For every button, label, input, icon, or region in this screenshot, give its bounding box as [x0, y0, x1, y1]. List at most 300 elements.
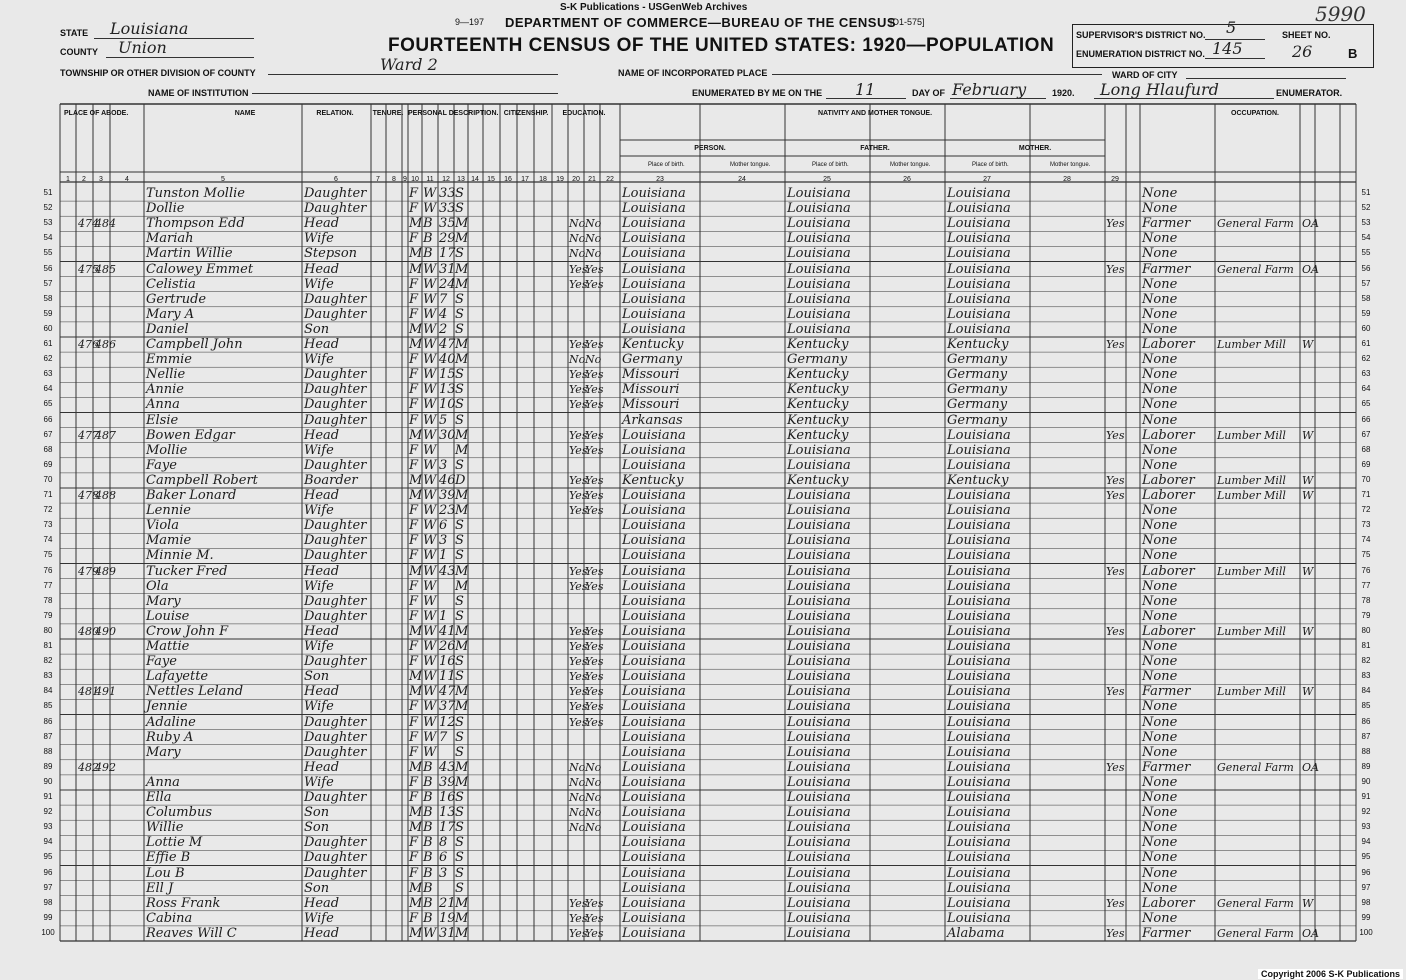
line-number: 75: [43, 550, 53, 560]
marital-status-cell: M: [455, 427, 469, 443]
marital-status-cell: S: [455, 820, 464, 836]
occupation-cell: None: [1142, 548, 1178, 564]
birthplace-cell: Louisiana: [622, 865, 686, 881]
year-label: 1920.: [1052, 88, 1075, 98]
line-number: 91: [43, 792, 53, 801]
marital-status-cell: S: [455, 186, 464, 201]
person-name: Mariah: [146, 231, 194, 247]
mother-birthplace-cell: Alabama: [947, 925, 1005, 941]
can-write-cell: Yes: [585, 489, 604, 502]
relation-cell: Daughter: [304, 201, 367, 217]
occupation-cell: None: [1142, 835, 1178, 851]
race-cell: B: [423, 835, 433, 851]
line-number: 81: [43, 641, 53, 650]
occupation-cell: None: [1142, 820, 1178, 836]
age-cell: 3: [439, 865, 448, 881]
marital-status-cell: S: [455, 790, 464, 805]
mother-birthplace-cell: Louisiana: [947, 729, 1011, 745]
speaks-english-cell: Yes: [1106, 217, 1125, 231]
occupation-cell: None: [1142, 186, 1178, 201]
marital-status-cell: M: [455, 925, 469, 941]
column-number: 26: [903, 176, 911, 183]
ward-underline: [1186, 78, 1346, 79]
supervisor-value: 5: [1226, 18, 1237, 37]
person-name: Lennie: [146, 503, 191, 519]
birthplace-cell: Louisiana: [622, 925, 686, 941]
person-name: Louise: [146, 608, 190, 624]
sex-cell: F: [409, 231, 419, 247]
relation-cell: Head: [304, 623, 340, 639]
race-cell: B: [423, 790, 433, 805]
can-read-cell: No: [569, 247, 586, 261]
father-birthplace-cell: Louisiana: [787, 488, 851, 503]
father-birthplace-cell: Louisiana: [787, 503, 851, 519]
birthplace-cell: Missouri: [622, 367, 680, 383]
age-cell: 47: [439, 337, 456, 352]
birthplace-cell: Louisiana: [622, 880, 686, 896]
occupation-cell: None: [1142, 397, 1178, 413]
line-number: 87: [43, 731, 53, 741]
can-read-cell: No: [569, 821, 586, 835]
marital-status-cell: M: [455, 623, 469, 639]
relation-cell: Daughter: [304, 729, 367, 745]
column-number: 8: [392, 176, 396, 183]
occupation-cell: None: [1142, 850, 1178, 866]
person-name: Lou B: [146, 865, 185, 881]
birthplace-cell: Louisiana: [622, 261, 686, 277]
line-number-right: 69: [1361, 459, 1371, 469]
age-cell: 6: [439, 850, 448, 866]
line-number: 99: [43, 912, 53, 922]
occupation-cell: Laborer: [1142, 563, 1195, 579]
occupation-cell: None: [1142, 699, 1178, 715]
dwelling-number: 480: [78, 624, 99, 638]
age-cell: 7: [439, 291, 448, 307]
relation-cell: Wife: [304, 442, 334, 458]
age-cell: 17: [439, 246, 456, 262]
person-name: Bowen Edgar: [146, 427, 235, 443]
mother-birthplace-cell: Louisiana: [947, 442, 1011, 458]
can-write-cell: Yes: [585, 715, 604, 729]
father-birthplace-cell: Louisiana: [787, 623, 851, 639]
relation-cell: Daughter: [304, 850, 367, 866]
father-birthplace-cell: Louisiana: [787, 246, 851, 262]
age-cell: 4: [439, 306, 448, 322]
relation-cell: Wife: [304, 910, 334, 926]
mother-birthplace-cell: Louisiana: [947, 186, 1011, 201]
age-cell: 19: [439, 910, 456, 926]
person-name: Columbus: [146, 805, 212, 821]
column-number: 20: [572, 176, 580, 183]
person-name: Baker Lonard: [146, 488, 237, 503]
mother-birthplace-cell: Louisiana: [947, 291, 1011, 307]
department-title: DEPARTMENT OF COMMERCE—BUREAU OF THE CENSUS: [505, 15, 897, 30]
township-underline: [268, 74, 558, 75]
race-cell: B: [423, 880, 433, 896]
sex-cell: F: [409, 699, 419, 715]
family-number: [95, 925, 111, 942]
sex-cell: F: [409, 186, 419, 201]
can-write-cell: Yes: [585, 700, 604, 714]
relation-cell: Daughter: [304, 306, 367, 322]
occupation-cell: None: [1142, 246, 1178, 262]
mother-birthplace-cell: Louisiana: [947, 910, 1011, 926]
line-number-right: 56: [1361, 263, 1371, 273]
person-name: Viola: [146, 518, 180, 534]
age-cell: 6: [439, 518, 448, 534]
birthplace-cell: Louisiana: [622, 759, 686, 775]
can-write-cell: Yes: [585, 443, 604, 457]
occupation-cell: None: [1142, 880, 1178, 896]
sex-cell: F: [409, 397, 419, 413]
marital-status-cell: S: [455, 865, 464, 881]
father-birthplace-cell: Louisiana: [787, 910, 851, 926]
column-number: 10: [411, 176, 419, 183]
form-number: 9—197: [455, 17, 485, 27]
birthplace-cell: Louisiana: [622, 442, 686, 458]
line-number: 94: [43, 837, 53, 847]
father-birthplace-cell: Kentucky: [787, 472, 849, 488]
relation-cell: Wife: [304, 352, 334, 368]
person-name: Lottie M: [146, 835, 203, 851]
occupation-cell: None: [1142, 367, 1178, 383]
occupation-cell: None: [1142, 774, 1178, 790]
mother-birthplace-cell: Louisiana: [947, 654, 1011, 670]
township-label: TOWNSHIP OR OTHER DIVISION OF COUNTY: [60, 68, 256, 78]
birthplace-cell: Louisiana: [622, 578, 686, 594]
speaks-english-cell: Yes: [1106, 896, 1125, 910]
series-code: [D1-575]: [890, 17, 925, 27]
line-number-right: 81: [1361, 641, 1371, 650]
relation-cell: Head: [304, 684, 340, 700]
father-birthplace-cell: Louisiana: [787, 759, 851, 775]
occupation-cell: None: [1142, 744, 1178, 760]
line-number-right: 79: [1361, 610, 1371, 620]
birthplace-cell: Louisiana: [622, 518, 686, 534]
age-cell: 37: [439, 699, 456, 715]
father-birthplace-cell: Germany: [787, 352, 848, 368]
enumerated-day: 11: [855, 80, 876, 99]
marital-status-cell: S: [455, 835, 464, 851]
race-cell: W: [423, 276, 437, 292]
birthplace-cell: Louisiana: [622, 850, 686, 866]
race-cell: W: [423, 684, 437, 700]
relation-cell: Son: [304, 820, 330, 836]
line-number-right: 99: [1361, 912, 1371, 922]
race-cell: W: [423, 306, 437, 322]
can-read-cell: No: [569, 760, 586, 774]
can-read-cell: Yes: [569, 428, 588, 442]
line-number: 74: [43, 535, 53, 545]
birthplace-cell: Louisiana: [622, 623, 686, 639]
relation-cell: Daughter: [304, 367, 367, 383]
supervisor-label: SUPERVISOR'S DISTRICT NO.: [1076, 30, 1206, 40]
marital-status-cell: S: [455, 669, 464, 685]
col-group-tenure: TENURE.: [372, 110, 404, 117]
person-name: Cabina: [146, 910, 193, 926]
age-cell: 40: [439, 352, 456, 368]
father-birthplace-cell: Louisiana: [787, 790, 851, 805]
marital-status-cell: S: [455, 744, 464, 760]
column-number: 7: [376, 176, 380, 183]
line-number: 62: [43, 354, 53, 364]
line-number-right: 51: [1361, 188, 1371, 197]
father-birthplace-cell: Louisiana: [787, 457, 851, 473]
dwelling-number: 477: [78, 428, 99, 442]
column-number: 11: [426, 176, 434, 183]
line-number-right: 54: [1361, 233, 1371, 243]
archive-banner: S-K Publications - USGenWeb Archives: [560, 2, 748, 13]
race-cell: B: [423, 805, 433, 821]
marital-status-cell: S: [455, 805, 464, 821]
line-number: 51: [43, 188, 53, 197]
column-number: 17: [521, 176, 529, 183]
marital-status-cell: S: [455, 382, 464, 398]
birthplace-cell: Louisiana: [622, 246, 686, 262]
sex-cell: F: [409, 548, 419, 564]
occupation-cell: None: [1142, 578, 1178, 594]
can-read-cell: Yes: [569, 262, 588, 276]
occupation-cell: Laborer: [1142, 472, 1195, 488]
sex-cell: M: [409, 563, 423, 579]
race-cell: W: [423, 337, 437, 352]
birthplace-cell: Louisiana: [622, 533, 686, 549]
race-cell: W: [423, 669, 437, 685]
birthplace-cell: Louisiana: [622, 895, 686, 911]
can-write-cell: Yes: [585, 926, 604, 940]
speaks-english-cell: Yes: [1106, 428, 1125, 442]
can-read-cell: Yes: [569, 564, 588, 578]
col-group-relation: RELATION.: [316, 110, 354, 117]
sex-cell: M: [409, 261, 423, 277]
father-birthplace-cell: Kentucky: [787, 397, 849, 413]
occupation-cell: None: [1142, 457, 1178, 473]
occupation-cell: None: [1142, 714, 1178, 730]
col-group-person: PERSON.: [694, 145, 726, 152]
relation-cell: Head: [304, 925, 340, 941]
mother-birthplace-cell: Louisiana: [947, 744, 1011, 760]
column-number: 14: [471, 176, 479, 183]
line-number-right: 70: [1361, 474, 1371, 484]
institution-label: NAME OF INSTITUTION: [148, 88, 249, 98]
race-cell: W: [423, 639, 437, 654]
can-read-cell: Yes: [569, 926, 588, 940]
line-number-right: 65: [1361, 399, 1371, 409]
can-read-cell: Yes: [569, 655, 588, 669]
person-name: Campbell Robert: [146, 472, 258, 488]
person-name: Ella: [146, 790, 172, 805]
age-cell: 47: [439, 684, 456, 700]
birthplace-cell: Kentucky: [622, 337, 684, 352]
relation-cell: Daughter: [304, 457, 367, 473]
race-cell: W: [423, 518, 437, 534]
speaks-english-cell: Yes: [1106, 473, 1125, 487]
occupation-cell: Laborer: [1142, 623, 1195, 639]
mother-birthplace-cell: Louisiana: [947, 684, 1011, 700]
can-read-cell: Yes: [569, 715, 588, 729]
relation-cell: Daughter: [304, 744, 367, 760]
race-cell: W: [423, 548, 437, 564]
relation-cell: Wife: [304, 639, 334, 654]
occupation-cell: Laborer: [1142, 427, 1195, 443]
marital-status-cell: S: [455, 291, 464, 307]
can-read-cell: No: [569, 806, 586, 820]
industry-cell: General Farm: [1217, 926, 1294, 940]
birthplace-cell: Louisiana: [622, 488, 686, 503]
birthplace-cell: Louisiana: [622, 231, 686, 247]
line-number-right: 73: [1361, 520, 1371, 530]
age-cell: 13: [439, 382, 456, 398]
age-cell: 41: [439, 623, 456, 639]
occupation-cell: Laborer: [1142, 895, 1195, 911]
mother-birthplace-cell: Louisiana: [947, 563, 1011, 579]
marital-status-cell: M: [455, 910, 469, 926]
sex-cell: M: [409, 880, 423, 896]
sex-cell: F: [409, 593, 419, 609]
birthplace-cell: Louisiana: [622, 186, 686, 201]
line-number: 70: [43, 474, 53, 484]
relation-cell: Son: [304, 880, 330, 896]
sex-cell: M: [409, 488, 423, 503]
family-number: 491: [95, 685, 116, 699]
mother-birthplace-heading: Place of birth.: [972, 162, 1009, 168]
column-number: 29: [1111, 176, 1119, 183]
ward-label: WARD OF CITY: [1112, 70, 1178, 80]
father-birthplace-cell: Louisiana: [787, 321, 851, 337]
race-cell: B: [423, 910, 433, 926]
speaks-english-cell: Yes: [1106, 685, 1125, 699]
father-birthplace-cell: Louisiana: [787, 186, 851, 201]
birthplace-cell: Germany: [622, 352, 683, 368]
father-birthplace-cell: Louisiana: [787, 231, 851, 247]
occupation-cell: None: [1142, 593, 1178, 609]
race-cell: W: [423, 291, 437, 307]
mother-birthplace-cell: Germany: [947, 382, 1008, 398]
relation-cell: Head: [304, 759, 340, 775]
occupation-cell: None: [1142, 442, 1178, 458]
sex-cell: F: [409, 503, 419, 519]
marital-status-cell: S: [455, 714, 464, 730]
age-cell: 46: [439, 472, 456, 488]
incorporated-place-label: NAME OF INCORPORATED PLACE: [618, 68, 768, 78]
birthplace-cell: Louisiana: [622, 790, 686, 805]
age-cell: 23: [439, 503, 456, 519]
birthplace-cell: Louisiana: [622, 639, 686, 654]
person-name: Nellie: [146, 367, 186, 383]
birthplace-cell: Louisiana: [622, 820, 686, 836]
father-birthplace-cell: Kentucky: [787, 367, 849, 383]
family-number: 484: [95, 217, 116, 231]
enumeration-value: 145: [1212, 39, 1243, 58]
can-write-cell: Yes: [585, 911, 604, 925]
race-cell: W: [423, 654, 437, 670]
col-group-occupation: OCCUPATION.: [1231, 110, 1279, 117]
mother-birthplace-cell: Louisiana: [947, 427, 1011, 443]
mother-birthplace-cell: Louisiana: [947, 805, 1011, 821]
birthplace-cell: Louisiana: [622, 684, 686, 700]
can-write-cell: No: [585, 247, 602, 261]
line-number-right: 61: [1361, 339, 1371, 348]
father-birthplace-cell: Kentucky: [787, 412, 849, 428]
class-of-worker-cell: W: [1302, 685, 1314, 699]
sex-cell: M: [409, 805, 423, 821]
age-cell: 8: [439, 835, 448, 851]
line-number: 73: [43, 520, 53, 530]
marital-status-cell: M: [455, 578, 469, 594]
sex-cell: M: [409, 321, 423, 337]
class-of-worker-cell: OA: [1302, 926, 1319, 940]
occupation-cell: None: [1142, 805, 1178, 821]
age-cell: 43: [439, 563, 456, 579]
line-number: 100: [41, 927, 55, 937]
industry-cell: Lumber Mill: [1217, 685, 1286, 699]
can-write-cell: Yes: [585, 670, 604, 684]
col-group-name: NAME: [234, 110, 256, 117]
marital-status-cell: M: [455, 563, 469, 579]
mother-birthplace-cell: Louisiana: [947, 759, 1011, 775]
family-number: 487: [95, 428, 116, 442]
sex-cell: M: [409, 669, 423, 685]
relation-cell: Daughter: [304, 533, 367, 549]
sex-cell: M: [409, 895, 423, 911]
marital-status-cell: M: [455, 639, 469, 654]
occupation-cell: None: [1142, 321, 1178, 337]
person-name: Celistia: [146, 276, 196, 292]
sheet-side: B: [1348, 46, 1358, 61]
line-number: 59: [43, 308, 53, 318]
can-write-cell: No: [585, 353, 602, 367]
line-number-right: 63: [1361, 369, 1371, 379]
person-name: Thompson Edd: [146, 216, 245, 232]
birthplace-cell: Kentucky: [622, 472, 684, 488]
person-name: Anna: [146, 774, 180, 790]
marital-status-cell: M: [455, 774, 469, 790]
father-birthplace-cell: Louisiana: [787, 578, 851, 594]
industry-cell: General Farm: [1217, 760, 1294, 774]
family-number: 488: [95, 489, 116, 502]
can-read-cell: No: [569, 232, 586, 246]
marital-status-cell: M: [455, 699, 469, 715]
line-number: 90: [43, 776, 53, 786]
line-number-right: 85: [1361, 701, 1371, 711]
mother-birthplace-cell: Louisiana: [947, 593, 1011, 609]
marital-status-cell: S: [455, 850, 464, 866]
relation-cell: Daughter: [304, 397, 367, 413]
speaks-english-cell: Yes: [1106, 338, 1125, 351]
birthplace-cell: Louisiana: [622, 563, 686, 579]
occupation-cell: None: [1142, 910, 1178, 926]
enumerated-label: ENUMERATED BY ME ON THE: [692, 88, 823, 98]
can-read-cell: Yes: [569, 504, 588, 518]
line-number: 86: [43, 716, 53, 726]
relation-cell: Stepson: [304, 246, 358, 262]
father-birthplace-cell: Louisiana: [787, 608, 851, 624]
marital-status-cell: S: [455, 321, 464, 337]
birthplace-cell: Louisiana: [622, 729, 686, 745]
sex-cell: F: [409, 850, 419, 866]
line-number-right: 64: [1361, 384, 1371, 394]
class-of-worker-cell: W: [1302, 428, 1314, 442]
person-name: Martin Willie: [146, 246, 233, 262]
birthplace-cell: Louisiana: [622, 291, 686, 307]
person-name: Mattie: [146, 639, 190, 654]
relation-cell: Head: [304, 427, 340, 443]
father-birthplace-heading: Place of birth.: [812, 162, 849, 168]
father-birthplace-cell: Louisiana: [787, 518, 851, 534]
dwelling-number: 479: [78, 564, 99, 578]
can-write-cell: Yes: [585, 262, 604, 276]
mother-birthplace-cell: Louisiana: [947, 578, 1011, 594]
